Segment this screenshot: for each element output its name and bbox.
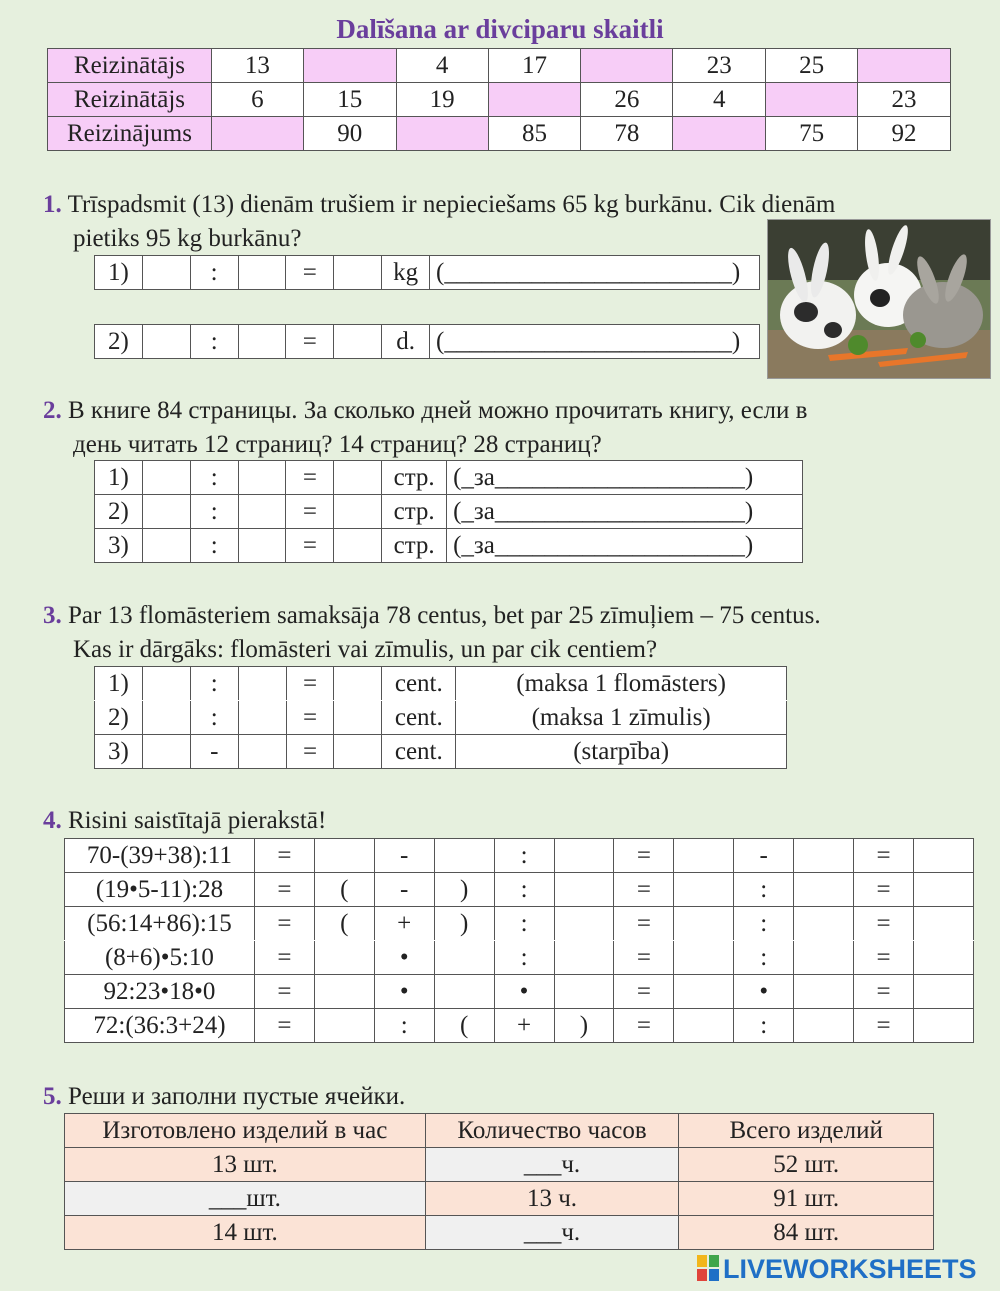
equals-sign: =	[854, 941, 914, 975]
question-number: 3.	[43, 602, 62, 629]
answer-cell[interactable]	[913, 839, 973, 873]
row-index: 3)	[95, 735, 143, 769]
answer-cell[interactable]	[142, 735, 190, 769]
operator: (	[434, 1009, 494, 1043]
question-text: Реши и заполни пустые ячейки.	[68, 1083, 406, 1110]
operator: (	[314, 873, 374, 907]
table-cell: 19	[396, 83, 488, 117]
column-header: Всего изделий	[679, 1114, 934, 1148]
answer-cell[interactable]	[334, 735, 382, 769]
operator: :	[190, 495, 238, 529]
operator: :	[190, 667, 238, 701]
table-row	[65, 907, 974, 941]
table-cell: 14 шт.	[65, 1216, 426, 1250]
page-title: Dalīšana ar divciparu skaitli	[336, 14, 664, 44]
row-label: Reizinājums	[48, 117, 212, 151]
table-cell: 13 шт.	[65, 1148, 426, 1182]
answer-cell[interactable]	[142, 495, 190, 529]
row-index: 2)	[95, 701, 143, 735]
solution-table-3	[94, 666, 787, 769]
expression-cell: (19•5-11):28	[65, 873, 255, 907]
operator: :	[190, 256, 238, 290]
answer-cell[interactable]	[766, 83, 858, 117]
table-cell: 92	[858, 117, 951, 151]
answer-cell[interactable]	[142, 461, 190, 495]
row-index: 1)	[95, 461, 143, 495]
question-3	[43, 599, 821, 667]
table-row	[95, 461, 803, 495]
answer-cell[interactable]	[674, 907, 734, 941]
answer-cell[interactable]	[554, 941, 614, 975]
operator: +	[494, 1009, 554, 1043]
answer-line[interactable]: (_за____________________)	[447, 529, 803, 563]
question-number: 2.	[43, 397, 62, 424]
table-cell: 78	[581, 117, 673, 151]
answer-cell[interactable]	[334, 461, 382, 495]
equals-sign: =	[854, 907, 914, 941]
operator: )	[434, 907, 494, 941]
answer-cell[interactable]	[334, 256, 382, 290]
table-row	[48, 117, 951, 151]
row-index: 1)	[95, 256, 143, 290]
answer-cell[interactable]	[314, 975, 374, 1009]
operator: :	[190, 701, 238, 735]
answer-line[interactable]: (_за____________________)	[447, 495, 803, 529]
unit-label: cent.	[382, 667, 456, 701]
answer-cell[interactable]: ___ч.	[425, 1148, 679, 1182]
equals-sign: =	[854, 839, 914, 873]
question-4	[43, 804, 326, 838]
operator: •	[374, 941, 434, 975]
equals-sign: =	[254, 907, 314, 941]
operator: •	[494, 975, 554, 1009]
operator: •	[374, 975, 434, 1009]
table-row	[95, 495, 803, 529]
question-2	[43, 394, 807, 462]
answer-cell[interactable]	[314, 941, 374, 975]
operator: :	[190, 529, 238, 563]
question-text: Par 13 flomāsteriem samaksāja 78 centus, bet par 25 zīmuļiem – 75 centus.	[68, 602, 821, 629]
answer-cell[interactable]	[581, 49, 673, 83]
question-text: В книге 84 страницы. За сколько дней можно прочитать книгу, если в	[68, 397, 808, 424]
row-index: 2)	[95, 495, 143, 529]
equals-sign: =	[286, 461, 334, 495]
operator: •	[734, 975, 794, 1009]
answer-cell[interactable]	[674, 873, 734, 907]
equals-sign: =	[286, 529, 334, 563]
operator: :	[494, 839, 554, 873]
multiplication-table	[47, 48, 951, 151]
answer-cell[interactable]	[554, 907, 614, 941]
unit-label: стр.	[382, 529, 447, 563]
operator: (	[314, 907, 374, 941]
answer-cell[interactable]	[794, 839, 854, 873]
table-cell: 13 ч.	[425, 1182, 679, 1216]
answer-cell[interactable]	[396, 117, 488, 151]
logo-text: LIVEWORKSHEETS	[723, 1254, 977, 1284]
table-row	[95, 325, 760, 359]
equals-sign: =	[254, 1009, 314, 1043]
chain-calculation-table	[64, 838, 974, 1043]
table-cell: 23	[673, 49, 766, 83]
equals-sign: =	[286, 256, 334, 290]
table-cell: 90	[303, 117, 396, 151]
answer-cell[interactable]	[238, 529, 286, 563]
answer-cell[interactable]	[211, 117, 303, 151]
answer-cell[interactable]	[674, 839, 734, 873]
table-row	[65, 1009, 974, 1043]
operator: -	[374, 873, 434, 907]
answer-cell[interactable]	[238, 667, 286, 701]
answer-cell[interactable]	[488, 83, 581, 117]
production-table	[64, 1113, 934, 1250]
row-index: 2)	[95, 325, 143, 359]
unit-label: d.	[382, 325, 430, 359]
answer-cell[interactable]	[913, 975, 973, 1009]
liveworksheets-logo-icon	[697, 1255, 719, 1281]
answer-cell[interactable]	[238, 325, 286, 359]
row-index: 3)	[95, 529, 143, 563]
solution-table-2	[94, 460, 803, 563]
answer-cell[interactable]	[794, 873, 854, 907]
table-row	[65, 839, 974, 873]
operator: :	[734, 1009, 794, 1043]
table-row	[95, 256, 760, 290]
question-5	[43, 1080, 405, 1114]
equals-sign: =	[286, 325, 334, 359]
question-text: день читать 12 страниц? 14 страниц? 28 страниц?	[73, 431, 602, 458]
equals-sign: =	[614, 839, 674, 873]
question-text: pietiks 95 kg burkānu?	[73, 225, 302, 252]
table-row	[65, 941, 974, 975]
answer-cell[interactable]	[142, 667, 190, 701]
table-row	[65, 975, 974, 1009]
answer-cell[interactable]	[238, 701, 286, 735]
operator: :	[494, 907, 554, 941]
operator: -	[734, 839, 794, 873]
equals-sign: =	[286, 667, 334, 701]
answer-cell[interactable]	[334, 701, 382, 735]
row-index: 1)	[95, 667, 143, 701]
answer-cell[interactable]	[674, 975, 734, 1009]
table-cell: 23	[858, 83, 951, 117]
expression-cell: (56:14+86):15	[65, 907, 255, 941]
unit-label: стр.	[382, 461, 447, 495]
answer-cell[interactable]	[434, 941, 494, 975]
question-text: Risini saistītajā pierakstā!	[68, 807, 327, 834]
answer-cell[interactable]	[434, 839, 494, 873]
equals-sign: =	[254, 941, 314, 975]
answer-cell[interactable]	[142, 256, 190, 290]
unit-label: cent.	[382, 701, 456, 735]
equals-sign: =	[854, 873, 914, 907]
table-row	[95, 529, 803, 563]
answer-cell[interactable]	[303, 49, 396, 83]
row-note: (maksa 1 flomāsters)	[456, 667, 787, 701]
table-header-row	[65, 1114, 934, 1148]
operator: :	[494, 941, 554, 975]
expression-cell: 72:(36:3+24)	[65, 1009, 255, 1043]
table-cell: 75	[766, 117, 858, 151]
answer-cell[interactable]	[238, 256, 286, 290]
table-cell: 4	[673, 83, 766, 117]
answer-cell[interactable]	[142, 529, 190, 563]
equals-sign: =	[614, 1009, 674, 1043]
column-header: Количество часов	[425, 1114, 679, 1148]
answer-cell[interactable]	[674, 941, 734, 975]
unit-label: стр.	[382, 495, 447, 529]
equals-sign: =	[614, 873, 674, 907]
answer-cell[interactable]: ___ч.	[425, 1216, 679, 1250]
table-row	[65, 1216, 934, 1250]
operator: :	[734, 907, 794, 941]
question-1	[43, 188, 835, 256]
answer-cell[interactable]	[913, 873, 973, 907]
equals-sign: =	[854, 975, 914, 1009]
answer-cell[interactable]	[238, 461, 286, 495]
table-cell: 85	[488, 117, 581, 151]
expression-cell: 92:23•18•0	[65, 975, 255, 1009]
equals-sign: =	[286, 495, 334, 529]
operator: :	[734, 941, 794, 975]
table-cell: 4	[396, 49, 488, 83]
operator: :	[190, 325, 238, 359]
table-row	[65, 873, 974, 907]
table-row	[95, 701, 787, 735]
table-row	[48, 49, 951, 83]
question-number: 5.	[43, 1083, 62, 1110]
table-cell: 17	[488, 49, 581, 83]
answer-cell[interactable]	[673, 117, 766, 151]
answer-cell[interactable]	[554, 839, 614, 873]
equals-sign: =	[254, 873, 314, 907]
answer-cell[interactable]	[674, 1009, 734, 1043]
row-note: (starpība)	[456, 735, 787, 769]
solution-table-1	[94, 255, 760, 290]
liveworksheets-logo	[697, 1254, 977, 1285]
table-cell: 84 шт.	[679, 1216, 934, 1250]
answer-cell[interactable]	[794, 975, 854, 1009]
operator: :	[734, 873, 794, 907]
answer-line[interactable]: (_______________________)	[430, 256, 760, 290]
answer-cell[interactable]	[913, 1009, 973, 1043]
answer-cell[interactable]	[554, 975, 614, 1009]
answer-line[interactable]: (_______________________)	[430, 325, 760, 359]
answer-cell[interactable]	[334, 495, 382, 529]
operator: )	[554, 1009, 614, 1043]
equals-sign: =	[854, 1009, 914, 1043]
table-row	[65, 1148, 934, 1182]
table-row	[95, 735, 787, 769]
answer-cell[interactable]: ___шт.	[65, 1182, 426, 1216]
table-row	[65, 1182, 934, 1216]
answer-cell[interactable]	[334, 667, 382, 701]
equals-sign: =	[254, 839, 314, 873]
table-cell: 15	[303, 83, 396, 117]
unit-label: kg	[382, 256, 430, 290]
operator: -	[190, 735, 238, 769]
answer-cell[interactable]	[142, 701, 190, 735]
answer-cell[interactable]	[913, 907, 973, 941]
question-number: 1.	[43, 191, 62, 218]
operator: +	[374, 907, 434, 941]
operator: :	[494, 873, 554, 907]
operator: -	[374, 839, 434, 873]
row-note: (maksa 1 zīmulis)	[456, 701, 787, 735]
table-cell: 52 шт.	[679, 1148, 934, 1182]
answer-cell[interactable]	[238, 735, 286, 769]
answer-cell[interactable]	[554, 873, 614, 907]
answer-cell[interactable]	[334, 325, 382, 359]
expression-cell: (8+6)•5:10	[65, 941, 255, 975]
unit-label: cent.	[382, 735, 456, 769]
table-cell: 91 шт.	[679, 1182, 934, 1216]
row-label: Reizinātājs	[48, 49, 212, 83]
expression-cell: 70-(39+38):11	[65, 839, 255, 873]
equals-sign: =	[614, 941, 674, 975]
equals-sign: =	[286, 735, 334, 769]
table-row	[95, 667, 787, 701]
equals-sign: =	[614, 907, 674, 941]
row-label: Reizinātājs	[48, 83, 212, 117]
table-cell: 26	[581, 83, 673, 117]
question-text: Trīspadsmit (13) dienām trušiem ir nepieciešams 65 kg burkānu. Cik dienām	[67, 191, 836, 218]
operator: :	[374, 1009, 434, 1043]
table-row	[48, 83, 951, 117]
answer-cell[interactable]	[314, 1009, 374, 1043]
answer-cell[interactable]	[794, 907, 854, 941]
operator: )	[434, 873, 494, 907]
answer-cell[interactable]	[334, 529, 382, 563]
answer-cell[interactable]	[434, 975, 494, 1009]
answer-cell[interactable]	[794, 1009, 854, 1043]
answer-cell[interactable]	[238, 495, 286, 529]
equals-sign: =	[254, 975, 314, 1009]
equals-sign: =	[286, 701, 334, 735]
table-cell: 6	[211, 83, 303, 117]
answer-cell[interactable]	[913, 941, 973, 975]
answer-cell[interactable]	[142, 325, 190, 359]
answer-cell[interactable]	[314, 839, 374, 873]
table-cell: 13	[211, 49, 303, 83]
table-cell: 25	[766, 49, 858, 83]
equals-sign: =	[614, 975, 674, 1009]
operator: :	[190, 461, 238, 495]
answer-cell[interactable]	[858, 49, 951, 83]
solution-table-1b	[94, 324, 760, 359]
rabbits-photo	[767, 219, 991, 379]
question-text: Kas ir dārgāks: flomāsteri vai zīmulis, un par cik centiem?	[73, 636, 658, 663]
answer-cell[interactable]	[794, 941, 854, 975]
column-header: Изготовлено изделий в час	[65, 1114, 426, 1148]
question-number: 4.	[43, 807, 62, 834]
answer-line[interactable]: (_за____________________)	[447, 461, 803, 495]
